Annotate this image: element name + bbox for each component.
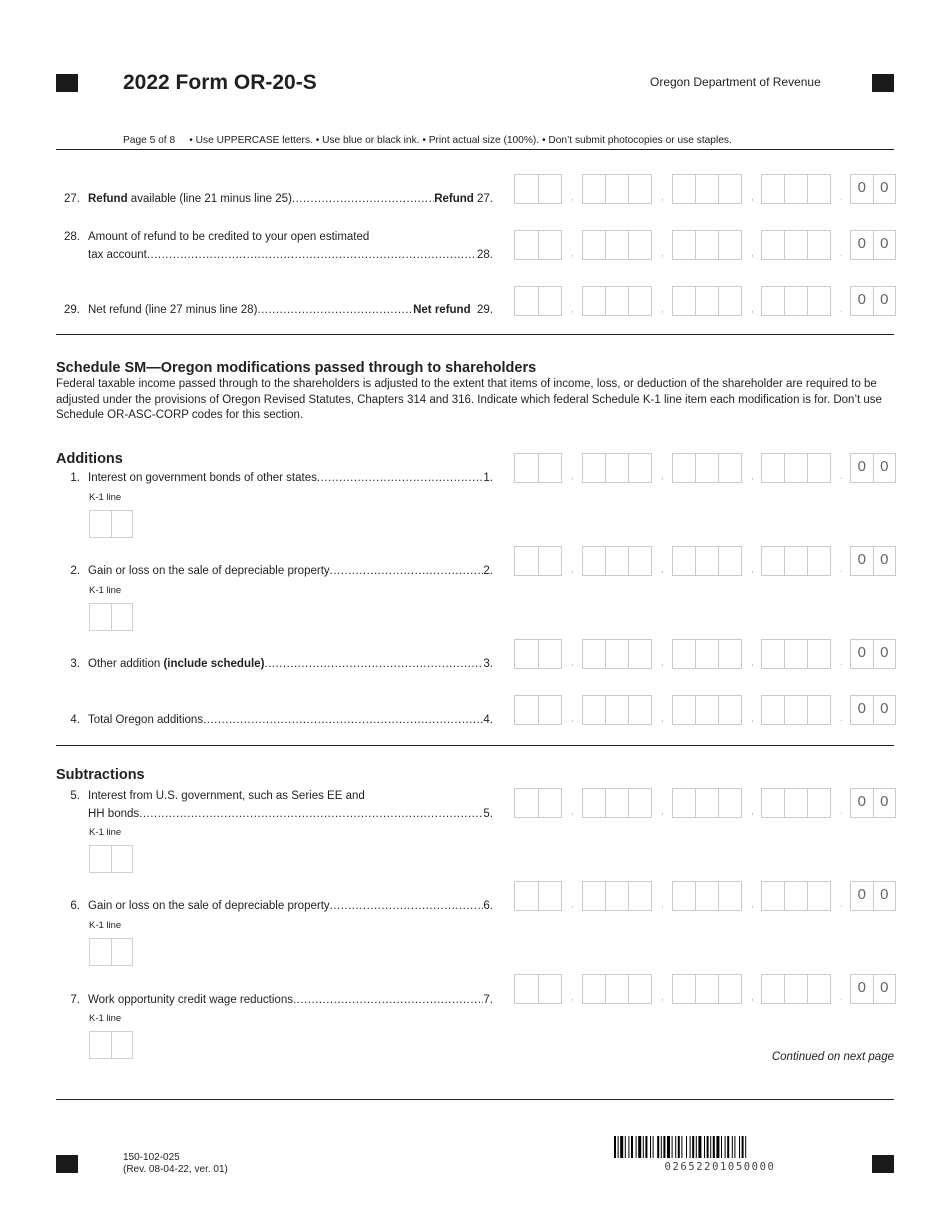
section-divider — [56, 745, 894, 746]
k1-line-label: K-1 line — [89, 827, 122, 838]
registration-mark-top-right — [872, 74, 894, 92]
header-divider — [56, 149, 894, 150]
line-number: 2. — [70, 565, 80, 577]
line-6 — [56, 897, 493, 915]
k1-line-input-1[interactable] — [89, 510, 133, 538]
barcode-number: 02652201050000 — [664, 1161, 776, 1173]
line-ref: 6. — [483, 900, 493, 912]
form-revision: (Rev. 08-04-22, ver. 01) — [123, 1164, 228, 1175]
line-ref: 2. — [483, 565, 493, 577]
footer-divider — [56, 1099, 894, 1100]
line-number: 7. — [70, 994, 80, 1006]
line-ref: 1. — [483, 472, 493, 484]
line-1 — [56, 469, 493, 487]
line-5 — [56, 787, 493, 823]
line-ref: 29. — [477, 304, 493, 316]
line-label: Total Oregon additions — [88, 714, 204, 726]
amount-field-line-4[interactable]: , , , . 0 0 — [514, 695, 896, 725]
line-label-cont: tax account — [88, 249, 147, 261]
line-ref: 27. — [477, 193, 493, 205]
subtractions-heading: Subtractions — [56, 767, 145, 783]
barcode — [614, 1136, 826, 1158]
line-ref: 28. — [477, 249, 493, 261]
k1-line-input-2[interactable] — [89, 603, 133, 631]
line-ref: 5. — [483, 808, 493, 820]
line-4 — [56, 711, 493, 729]
additions-heading: Additions — [56, 451, 123, 467]
line-7 — [56, 991, 493, 1009]
line-number: 6. — [70, 900, 80, 912]
k1-line-input-6[interactable] — [89, 938, 133, 966]
line-ref: 3. — [483, 658, 493, 670]
amount-field-line-27[interactable]: , , , . 0 0 — [514, 174, 896, 204]
line-ref: 7. — [483, 994, 493, 1006]
amount-field-line-29[interactable]: , , , . 0 0 — [514, 286, 896, 316]
k1-line-input-5[interactable] — [89, 845, 133, 873]
line-label-cont: HH bonds — [88, 808, 140, 820]
k1-line-label: K-1 line — [89, 1013, 122, 1024]
line-label: Work opportunity credit wage reductions — [88, 994, 293, 1006]
line-3 — [56, 655, 493, 673]
line-27 — [56, 190, 493, 208]
registration-mark-top-left — [56, 74, 78, 92]
registration-mark-bottom-left — [56, 1155, 78, 1173]
k1-line-input-7[interactable] — [89, 1031, 133, 1059]
amount-field-line-28[interactable]: , , , . 0 0 — [514, 230, 896, 260]
line-label: Interest on government bonds of other states — [88, 472, 317, 484]
page-instructions — [123, 135, 732, 146]
line-label-bold: Refund — [88, 193, 128, 205]
line-label: Gain or loss on the sale of depreciable property — [88, 565, 330, 577]
line-number: 28. — [64, 231, 80, 243]
instruction-text: • Use UPPERCASE letters. • Use blue or black ink. • Print actual size (100%). • Don’t submit photocopies or use staples. — [189, 135, 732, 146]
schedule-description: Federal taxable income passed through to the shareholders is adjusted to the extent that items of income, loss, or deduction of the shareholder are required to be adjusted under the provisions of Oregon Revised Statutes, Chapters 314 and 316. Indicate which federal Schedule K-1 line item each modification is for. Don’t use Schedule OR-ASC-CORP codes for this section. — [56, 378, 882, 421]
registration-mark-bottom-right — [872, 1155, 894, 1173]
amount-field-line-2[interactable]: , , , . 0 0 — [514, 546, 896, 576]
line-label: available (line 21 minus line 25) — [127, 193, 292, 205]
line-label: Interest from U.S. government, such as Series EE and — [88, 790, 365, 802]
k1-line-label: K-1 line — [89, 492, 122, 503]
line-label: Gain or loss on the sale of depreciable property — [88, 900, 330, 912]
line-number: 4. — [70, 714, 80, 726]
amount-field-line-6[interactable]: , , , . 0 0 — [514, 881, 896, 911]
line-28 — [56, 228, 493, 264]
line-number: 27. — [64, 193, 80, 205]
continued-note: Continued on next page — [771, 1051, 894, 1063]
line-label-bold-suffix: Net refund — [413, 304, 471, 316]
line-label-bold: (include schedule) — [163, 658, 265, 670]
amount-field-line-5[interactable]: , , , . 0 0 — [514, 788, 896, 818]
form-title: 2022 Form OR-20-S — [123, 71, 317, 94]
line-label: Other addition — [88, 658, 164, 670]
line-label: Net refund (line 27 minus line 28) — [88, 304, 258, 316]
amount-field-line-3[interactable]: , , , . 0 0 — [514, 639, 896, 669]
amount-field-line-7[interactable]: , , , . 0 0 — [514, 974, 896, 1004]
line-29 — [56, 301, 493, 319]
line-number: 5. — [70, 790, 80, 802]
line-label: Amount of refund to be credited to your open estimated — [88, 231, 370, 243]
schedule-title: Schedule SM—Oregon modifications passed through to shareholders — [56, 360, 537, 376]
department-name: Oregon Department of Revenue — [650, 75, 821, 89]
amount-field-line-1[interactable]: , , , . 0 0 — [514, 453, 896, 483]
line-ref: 4. — [483, 714, 493, 726]
line-number: 29. — [64, 304, 80, 316]
line-number: 1. — [70, 472, 80, 484]
line-2 — [56, 562, 493, 580]
line-number: 3. — [70, 658, 80, 670]
section-divider — [56, 334, 894, 335]
form-footer — [123, 1152, 228, 1176]
k1-line-label: K-1 line — [89, 585, 122, 596]
line-label-bold-suffix: Refund — [434, 193, 474, 205]
page-number: Page 5 of 8 — [123, 135, 176, 146]
form-number: 150-102-025 — [123, 1152, 180, 1163]
k1-line-label: K-1 line — [89, 920, 122, 931]
